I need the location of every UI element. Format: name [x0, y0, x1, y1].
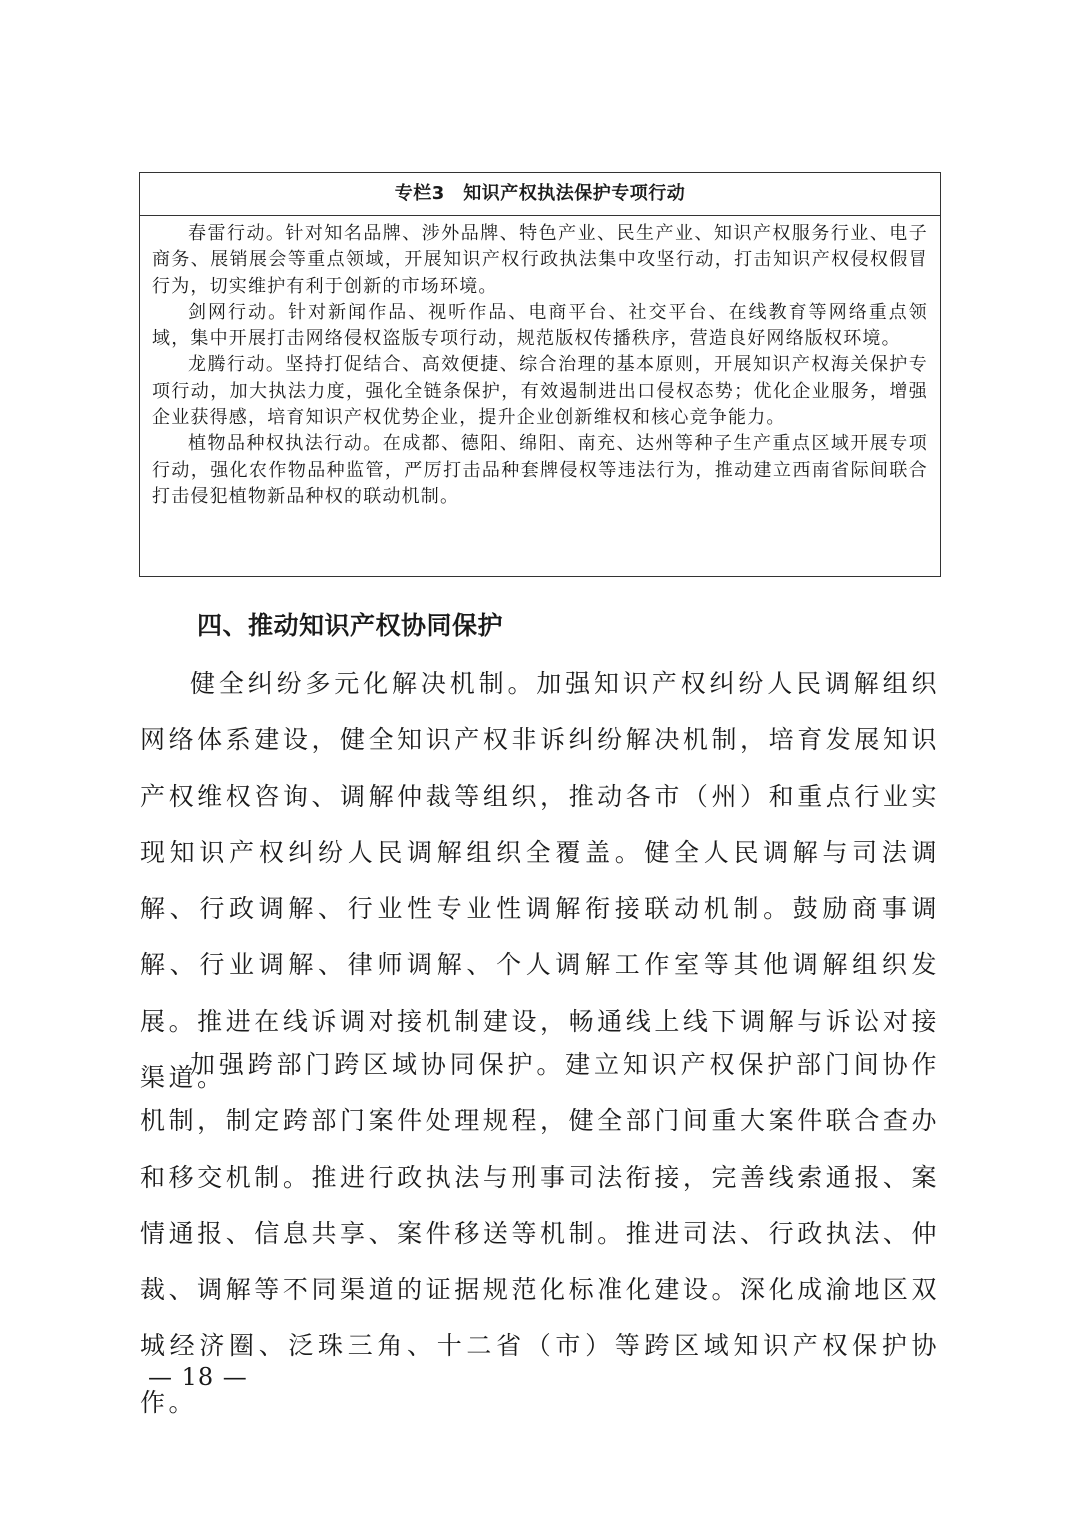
special-column-body	[140, 216, 940, 510]
page-number: — 18 —	[148, 1363, 248, 1391]
special-column-paragraph: 春雷行动。针对知名品牌、涉外品牌、特色产业、民生产业、知识产权服务行业、电子商务、展销展会等重点领域，开展知识产权行政执法集中攻坚行动，打击知识产权侵权假冒行为，切实维护有利于创新的市场环境。	[152, 223, 928, 297]
special-column-paragraph: 龙腾行动。坚持打促结合、高效便捷、综合治理的基本原则，开展知识产权海关保护专项行动，加大执法力度，强化全链条保护，有效遏制进出口侵权态势；优化企业服务，增强企业获得感，培育知识产权优势企业，提升企业创新维权和核心竞争能力。	[152, 354, 928, 429]
special-column-paragraph: 剑网行动。针对新闻作品、视听作品、电商平台、社交平台、在线教育等网络重点领域，集中开展打击网络侵权盗版专项行动，规范版权传播秩序，营造良好网络版权环境。	[152, 301, 928, 350]
section-heading: 四、推动知识产权协同保护	[197, 611, 504, 640]
special-column-box	[139, 172, 941, 577]
special-column-title: 专栏3 知识产权执法保护专项行动	[140, 173, 940, 216]
body-paragraph: 健全纠纷多元化解决机制。加强知识产权纠纷人民调解组织网络体系建设，健全知识产权非诉纠纷解决机制，培育发展知识产权维权咨询、调解仲裁等组织，推动各市（州）和重点行业实现知识产权纠纷人民调解组织全覆盖。健全人民调解与司法调解、行政调解、行业性专业性调解衔接联动机制。鼓励商事调解、行业调解、律师调解、个人调解工作室等其他调解组织发展。推进在线诉调对接机制建设，畅通线上线下调解与诉讼对接渠道。	[140, 669, 940, 1093]
special-column-paragraph: 植物品种权执法行动。在成都、德阳、绵阳、南充、达州等种子生产重点区域开展专项行动，强化农作物品种监管，严厉打击品种套牌侵权等违法行为，推动建立西南省际间联合打击侵犯植物新品种权的联动机制。	[152, 433, 928, 507]
body-paragraph: 加强跨部门跨区域协同保护。建立知识产权保护部门间协作机制，制定跨部门案件处理规程，健全部门间重大案件联合查办和移交机制。推进行政执法与刑事司法衔接，完善线索通报、案情通报、信息共享、案件移送等机制。推进司法、行政执法、仲裁、调解等不同渠道的证据规范化标准化建设。深化成渝地区双城经济圈、泛珠三角、十二省（市）等跨区域知识产权保护协作。	[140, 1050, 940, 1417]
